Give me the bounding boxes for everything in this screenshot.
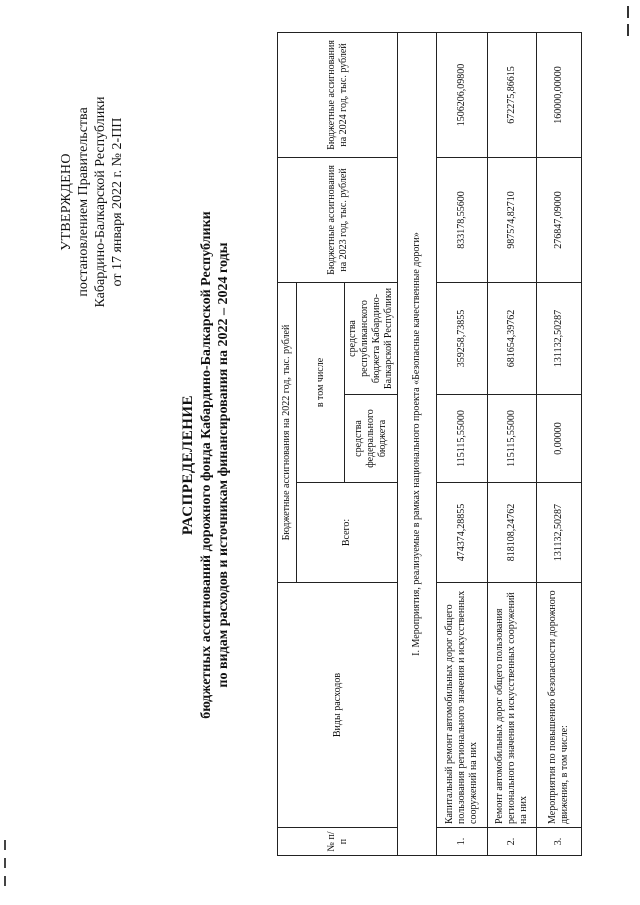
row-3-republic: 131132,50287 [537, 282, 582, 394]
header-2024: Бюджетные ассигнования на 2024 год, тыс. рублей [278, 32, 398, 157]
row-1-num: 1. [437, 828, 488, 856]
header-row-1 [278, 32, 297, 855]
row-1-republic: 359258,73855 [437, 282, 488, 394]
approval-line-1: постановлением Правительства [76, 107, 91, 297]
row-3-federal: 0,00000 [537, 395, 582, 483]
table-row [437, 32, 488, 855]
approval-line-2: Кабардино-Балкарской Республики [93, 96, 108, 308]
row-3-kind: Мероприятия по повышению безопасности дорожного движения, в том числе: [537, 583, 582, 828]
header-total: Всего: [297, 483, 398, 583]
row-2-total: 818108,24762 [488, 483, 537, 583]
header-2022-group: Бюджетные ассигнования на 2022 год, тыс. рублей [278, 282, 297, 582]
table-row [488, 32, 537, 855]
header-kind: Виды расходов [278, 583, 398, 828]
budget-table [277, 32, 582, 856]
title-line-2: бюджетных ассигнований дорожного фонда Кабардино-Балкарской Республики [199, 211, 214, 719]
row-3-2024: 160000,00000 [537, 32, 582, 157]
row-2-federal: 115115,55000 [488, 395, 537, 483]
row-2-2024: 672275,86615 [488, 32, 537, 157]
approval-heading: УТВЕРЖДЕНО [59, 153, 74, 251]
header-republic: средства республиканского бюджета Кабардино-Балкарской Республики [345, 282, 398, 394]
row-1-2024: 1506206,09800 [437, 32, 488, 157]
row-3-total: 131132,50287 [537, 483, 582, 583]
row-2-kind: Ремонт автомобильных дорог общего пользования регионального значения и искусственных сооружений на них [488, 583, 537, 828]
row-1-2023: 833178,55600 [437, 157, 488, 282]
row-2-republic: 681654,39762 [488, 282, 537, 394]
row-2-2023: 987574,82710 [488, 157, 537, 282]
row-3-num: 3. [537, 828, 582, 856]
header-federal: средства федерального бюджета [345, 395, 398, 483]
row-1-kind: Капитальный ремонт автомобильных дорог общего пользования регионального значения и искусственных сооружений на них [437, 583, 488, 828]
section-title: I. Мероприятия, реализуемые в рамках национального проекта «Безопасные качественные дороги» [398, 32, 437, 855]
table-row [537, 32, 582, 855]
row-2-num: 2. [488, 828, 537, 856]
row-1-federal: 115115,55000 [437, 395, 488, 483]
header-incl: в том числе [297, 282, 345, 482]
approval-stamp [58, 57, 126, 347]
approval-line-3: от 17 января 2022 г. № 2-ПП [110, 117, 125, 287]
title-line-3: по видам расходов и источникам финансирования на 2022 – 2024 годы [216, 242, 231, 688]
document-title [178, 145, 232, 785]
title-main: РАСПРЕДЕЛЕНИЕ [180, 394, 196, 536]
header-2023: Бюджетные ассигнования на 2023 год, тыс. рублей [278, 157, 398, 282]
header-num: № п/п [278, 828, 398, 856]
row-1-total: 474374,28855 [437, 483, 488, 583]
section-row [398, 32, 437, 855]
row-3-2023: 276847,09000 [537, 157, 582, 282]
